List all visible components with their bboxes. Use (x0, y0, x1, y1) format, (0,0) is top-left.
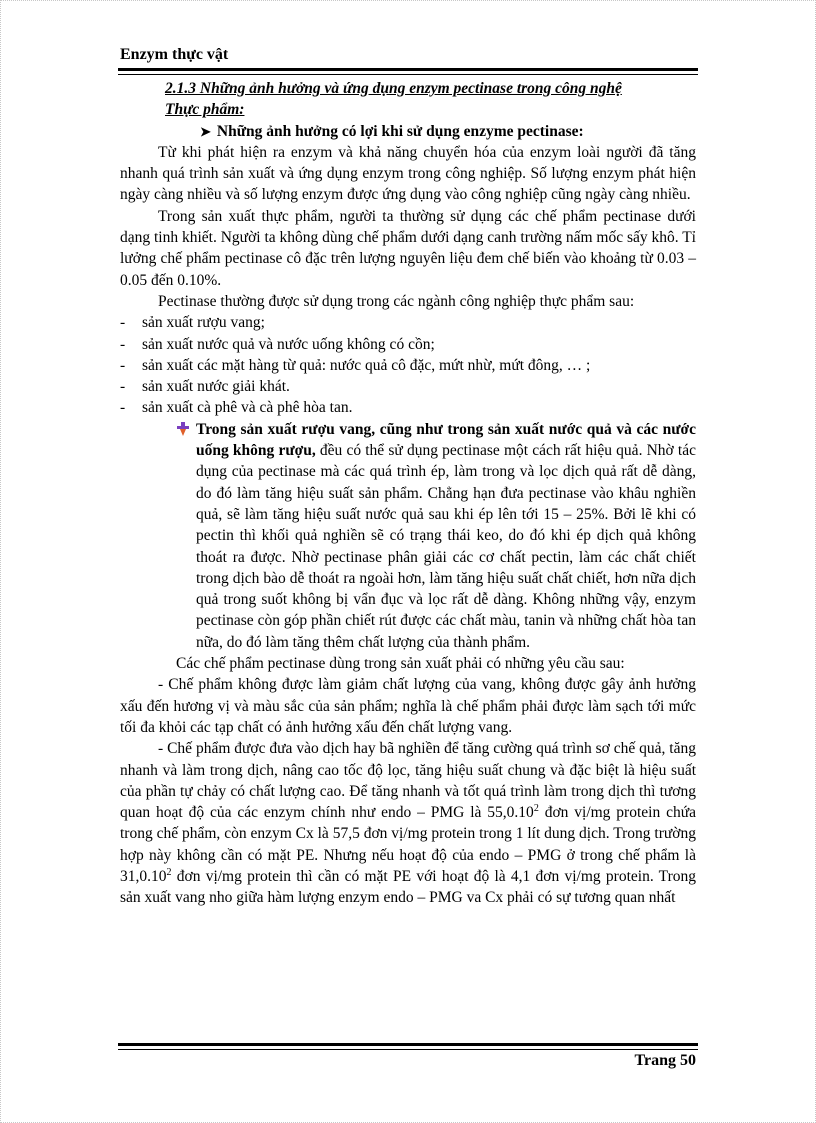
requirements-intro: Các chế phẩm pectinase dùng trong sản xuất phải có những yêu cầu sau: (176, 655, 625, 673)
header-title: Enzym thực vật (120, 46, 229, 63)
wine-juice-text: đều có thể sử dụng pectinase một cách rất hiệu quả. Nhờ tác dụng của pectinase mà các quá trình ép, làm trong và lọc dịch quả rất dễ dàng, do đó làm tăng hiệu suất sản phẩm. Chẳng hạn đưa pectinase vào khâu nghiền quả, sẽ làm tăng hiệu suất nước quả sau khi ép lên tới 15 – 25%. Bởi lẽ khi có pectin thì khối quả nghiền sẽ có trạng thái keo, do đó khi ép dịch quả không thoát ra được. Nhờ pectinase phân giải các cơ chất pectin, làm các chất chiết trong dịch bào dễ thoát ra ngoài hơn, làm tăng hiệu suất chất chiết, hơn nữa dịch quả trong suốt không bị vẩn đục và lọc rất dễ dàng. Không những vậy, enzym pectinase còn góp phần chiết rút được các chất màu, tanin và những chất hòa tan nữa, do đó làm tăng thêm chất lượng của thành phẩm. (196, 442, 696, 651)
list-item: - sản xuất rượu vang; (120, 312, 696, 333)
section-title-line2: Thực phẩm: (165, 101, 245, 119)
subheading-text: Những ảnh hưởng có lợi khi sử dụng enzyme pectinase: (216, 122, 584, 140)
arrow-bullet-icon: ➤ (200, 123, 211, 139)
list-item: - sản xuất cà phê và cà phê hòa tan. (120, 397, 696, 418)
list-item: - sản xuất nước quả và nước uống không có cồn; (120, 334, 696, 355)
subheading (200, 121, 696, 142)
wine-juice-paragraph (196, 419, 696, 653)
industries-list (120, 312, 696, 418)
requirement-2-part-c: đơn vị/mg protein thì cần có mặt PE với hoạt độ là 4,1 đơn vị/mg protein. Trong sản xuất vang nho giữa hàm lượng enzym endo – PMG va Cx phải có sự tương quan nhất (120, 867, 696, 907)
paragraph-2: Trong sản xuất thực phẩm, người ta thường sử dụng các chế phẩm pectinase dưới dạng tinh khiết. Người ta không dùng chế phẩm dưới dạng canh trường nấm mốc sấy khô. Tỉ lưởng chế phẩm pectinase cô đặc trên lượng nguyên liệu đem chế biến vào khoảng từ 0.03 – 0.05 đến 0.10%. (120, 207, 696, 289)
page-number: Trang 50 (634, 1052, 696, 1069)
industries-intro: Pectinase thường được sử dụng trong các ngành công nghiệp thực phẩm sau: (158, 292, 635, 310)
wine-juice-bold: Trong sản xuất rượu vang, cũng như trong sản xuất nước quả và các nước uống không rượu, (196, 420, 696, 460)
requirement-2 (120, 738, 696, 908)
pushpin-bullet-icon (176, 421, 190, 437)
paragraph-1: Từ khi phát hiện ra enzym và khả năng chuyển hóa của enzym loài người đã tăng nhanh quá trình sản xuất và ứng dụng enzym trong công nghiệp. Số lượng enzym phát hiện ngày càng nhiều và số lượng enzym được ứng dụng vào công nghiệp cũng ngày càng nhiều. (120, 143, 696, 204)
list-item: - sản xuất các mặt hàng từ quả: nước quả cô đặc, mứt nhừ, mứt đông, … ; (120, 355, 696, 376)
requirement-2-part-b: đơn vị/mg protein chứa trong chế phẩm, còn enzym Cx là 57,5 đơn vị/mg protein trong 1 lít dung dịch. Trong trường hợp này không cần có mặt PE. Nhưng nếu hoạt độ của endo – PMG ở trong chế phẩm là 31,0.10 (120, 804, 697, 885)
requirement-2-part-a: - Chế phẩm được đưa vào dịch hay bã nghiền để tăng cường quá trình sơ chế quả, tăng nhanh và làm trong dịch, nâng cao tốc độ lọc, tăng hiệu suất chung và đặc biệt là hiệu suất của phần tự chảy có chất lượng cao. Để tăng nhanh và tốt quá trình làm trong dịch thì tương quan hoạt độ của các enzym chính như endo – PMG là 55,0.10 (120, 740, 696, 822)
footer-rule (118, 1043, 698, 1050)
superscript: 2 (166, 866, 172, 878)
superscript: 2 (533, 802, 539, 814)
section-title (165, 78, 696, 121)
list-item: - sản xuất nước giải khát. (120, 376, 696, 397)
header-rule (118, 68, 698, 75)
section-title-line1: 2.1.3 Những ảnh hưởng và ứng dụng enzym pectinase trong công nghệ (165, 80, 622, 97)
document-body (120, 78, 696, 909)
requirement-1: - Chế phẩm không được làm giảm chất lượng của vang, không được gây ảnh hưởng xấu đến hương vị và màu sắc của sản phẩm; nghĩa là chế phẩm phải được làm sạch tới mức tối đa khỏi các tạp chất có ảnh hưởng xấu đến chất lượng vang. (120, 676, 696, 736)
